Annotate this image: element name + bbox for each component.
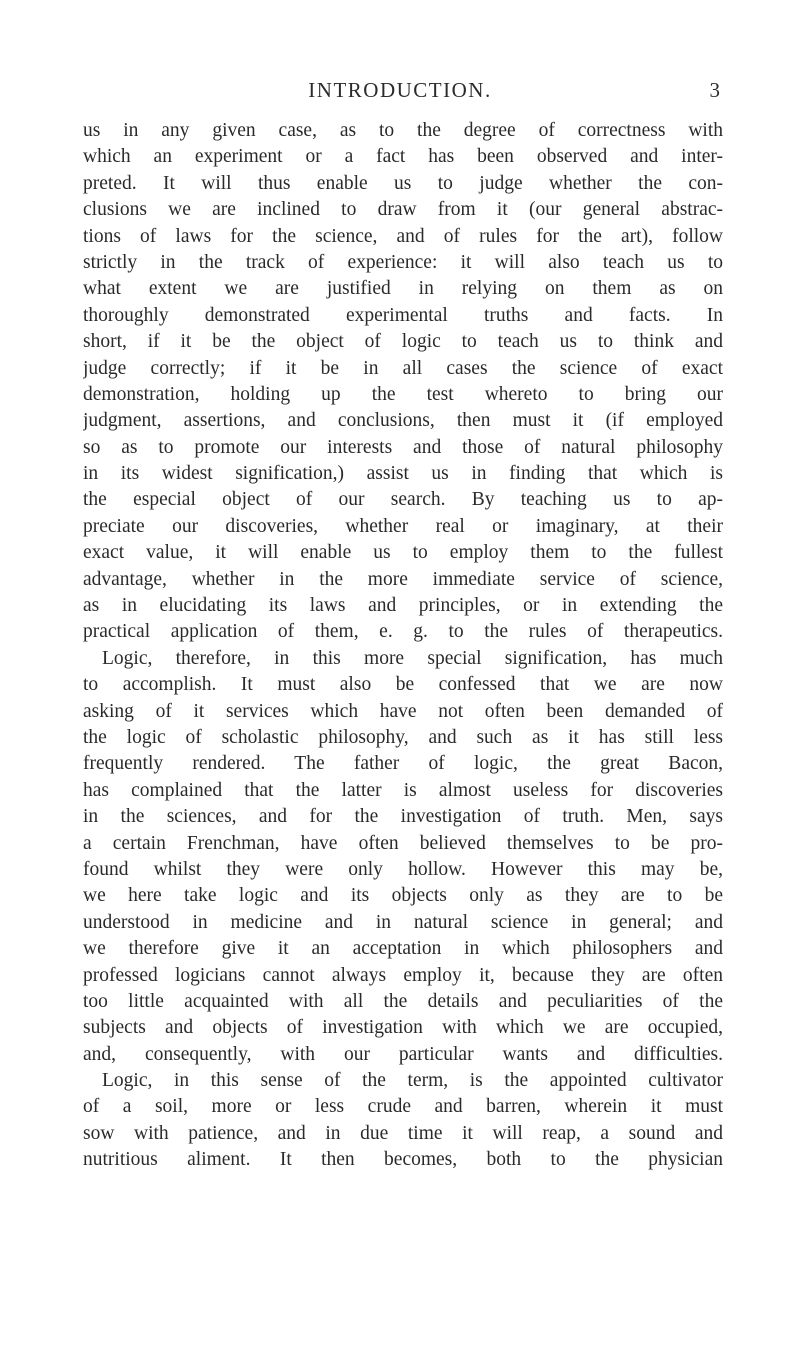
text-line: and, consequently, with our particular wants and difficulties. bbox=[83, 1043, 723, 1065]
running-title: INTRODUCTION. bbox=[308, 78, 492, 102]
text-line: preted. It will thus enable us to judge whether the con- bbox=[83, 172, 723, 194]
text-line: thoroughly demonstrated experimental truths and facts. In bbox=[83, 304, 723, 326]
text-line: Logic, therefore, in this more special signification, has much bbox=[102, 647, 723, 669]
text-line: has complained that the latter is almost useless for discoveries bbox=[83, 779, 723, 801]
text-line: asking of it services which have not often been demanded of bbox=[83, 700, 723, 722]
text-line: understood in medicine and in natural science in general; and bbox=[83, 911, 723, 933]
text-line: practical application of them, e. g. to the rules of therapeutics. bbox=[83, 621, 723, 643]
text-line: the especial object of our search. By teaching us to ap- bbox=[83, 489, 723, 511]
text-line: to accomplish. It must also be confessed that we are now bbox=[83, 674, 723, 696]
text-line: found whilst they were only hollow. However this may be, bbox=[83, 858, 723, 880]
text-line: judge correctly; if it be in all cases the science of exact bbox=[83, 357, 723, 379]
text-line: sow with patience, and in due time it will reap, a sound and bbox=[83, 1122, 723, 1144]
text-line: as in elucidating its laws and principles, or in extending the bbox=[83, 595, 723, 617]
text-line: of a soil, more or less crude and barren, wherein it must bbox=[83, 1096, 723, 1118]
text-line: so as to promote our interests and those of natural philosophy bbox=[83, 436, 723, 458]
text-line: the logic of scholastic philosophy, and such as it has still less bbox=[83, 726, 723, 748]
text-line: judgment, assertions, and conclusions, then must it (if employed bbox=[83, 410, 723, 432]
text-line: us in any given case, as to the degree of correctness with bbox=[83, 120, 723, 141]
text-line: frequently rendered. The father of logic, the great Bacon, bbox=[83, 753, 723, 775]
text-line: advantage, whether in the more immediate service of science, bbox=[83, 568, 723, 590]
text-line: tions of laws for the science, and of rules for the art), follow bbox=[83, 225, 723, 247]
text-line: in its widest signification,) assist us in finding that which is bbox=[83, 463, 723, 485]
text-line: which an experiment or a fact has been observed and inter- bbox=[83, 146, 723, 168]
text-line: too little acquainted with all the details and peculiarities of the bbox=[83, 990, 723, 1012]
text-line: preciate our discoveries, whether real or imaginary, at their bbox=[83, 515, 723, 537]
text-line: we here take logic and its objects only as they are to be bbox=[83, 885, 723, 907]
text-line: subjects and objects of investigation with which we are occupied, bbox=[83, 1017, 723, 1039]
running-head bbox=[0, 78, 800, 114]
text-line: demonstration, holding up the test whereto to bring our bbox=[83, 383, 723, 405]
text-line: strictly in the track of experience: it will also teach us to bbox=[83, 251, 723, 273]
text-line: in the sciences, and for the investigation of truth. Men, says bbox=[83, 806, 723, 828]
text-line: we therefore give it an acceptation in which philosophers and bbox=[83, 938, 723, 960]
text-line: Logic, in this sense of the term, is the appointed cultivator bbox=[102, 1070, 723, 1092]
text-line: clusions we are inclined to draw from it (our general abstrac- bbox=[83, 199, 723, 221]
text-line: short, if it be the object of logic to teach us to think and bbox=[83, 331, 723, 353]
text-line: a certain Frenchman, have often believed themselves to be pro- bbox=[83, 832, 723, 854]
text-line: exact value, it will enable us to employ them to the fullest bbox=[83, 542, 723, 564]
text-line: nutritious aliment. It then becomes, both to the physician bbox=[83, 1149, 723, 1171]
text-line: professed logicians cannot always employ it, because they are often bbox=[83, 964, 723, 986]
text-line: what extent we are justified in relying on them as on bbox=[83, 278, 723, 300]
body-text bbox=[83, 118, 723, 1174]
page-number: 3 bbox=[709, 78, 720, 102]
